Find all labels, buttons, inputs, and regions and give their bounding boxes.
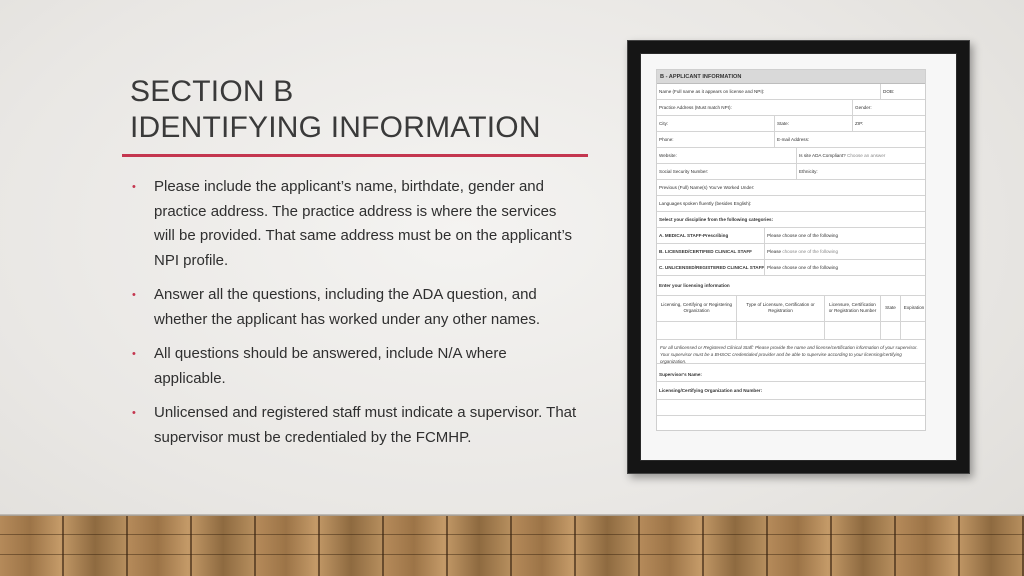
licensing-header-row bbox=[657, 296, 925, 322]
bullet-text: Unlicensed and registered staff must indicate a supervisor. That supervisor must be credentialed by the FCMHP. bbox=[154, 404, 577, 446]
category-a-label: A. MEDICAL STAFF-Prescribing bbox=[657, 228, 765, 243]
col-type: Type of Licensure, Certification or Registration bbox=[737, 296, 825, 321]
previous-names-label: Previous (Full) Name(s) You’ve Worked Under: bbox=[659, 185, 755, 190]
bullet-dot-icon: • bbox=[132, 348, 136, 360]
bullet-item bbox=[130, 342, 580, 391]
licensing-entry-cell bbox=[901, 322, 926, 339]
title-underline bbox=[122, 154, 588, 157]
form-image bbox=[656, 69, 926, 431]
bullet-text: Answer all the questions, including the ADA question, and whether the applicant has worked under any other names. bbox=[154, 286, 541, 328]
form-row bbox=[657, 180, 925, 196]
email-label: E-mail Address: bbox=[777, 137, 810, 142]
bullet-item bbox=[130, 401, 580, 450]
discipline-label: Select your discipline from the following categories: bbox=[659, 217, 774, 222]
floor-plank-seam bbox=[0, 534, 1024, 535]
form-row bbox=[657, 276, 925, 296]
ssn-label: Social Security Number: bbox=[657, 164, 797, 179]
floor-plank-seam bbox=[0, 554, 1024, 555]
name-field-label: Name (Full name as it appears on license and NPI): bbox=[657, 84, 881, 99]
state-label: State: bbox=[775, 116, 853, 131]
ada-question bbox=[797, 148, 926, 163]
bullet-dot-icon: • bbox=[132, 289, 136, 301]
zip-label: ZIP: bbox=[855, 121, 864, 126]
category-b-label: B. LICENSED/CERTIFIED CLINICAL STAFF bbox=[657, 244, 765, 259]
form-row bbox=[657, 382, 925, 400]
wood-floor bbox=[0, 516, 1024, 576]
form-row bbox=[657, 228, 925, 244]
supervisor-note-line-2: Your supervisor must be a BHSOC credentialed provider and be able to supervise according to your licensing/certifying organization. bbox=[660, 352, 902, 364]
dob-field-label: DOB: bbox=[883, 89, 895, 94]
form-row bbox=[657, 400, 925, 416]
form-row bbox=[657, 364, 925, 382]
category-c-label: C. UNLICENSED/REGISTERED CLINICAL STAFF bbox=[657, 260, 765, 275]
licensing-entry-cell bbox=[657, 322, 737, 339]
form-row bbox=[657, 116, 925, 132]
col-state: State bbox=[881, 296, 901, 321]
col-expiration: Expiration bbox=[903, 305, 925, 310]
ethnicity-label: Ethnicity: bbox=[799, 169, 818, 174]
practice-address-label: Practice Address (Must match NPI): bbox=[657, 100, 853, 115]
supervisor-org-label: Licensing/Certifying Organization and Number: bbox=[659, 388, 763, 393]
form-row bbox=[657, 132, 925, 148]
col-number: Licensure, Certification or Registration Number bbox=[825, 296, 881, 321]
bullet-dot-icon: • bbox=[132, 181, 136, 193]
gender-label: Gender: bbox=[855, 105, 872, 110]
supervisor-name-label: Supervisor's Name: bbox=[659, 372, 702, 377]
licensing-entry-cell bbox=[737, 322, 825, 339]
supervisor-note bbox=[657, 340, 925, 364]
col-organization: Licensing, Certifying or Registering Organization bbox=[657, 296, 737, 321]
bullet-list bbox=[130, 175, 580, 460]
bullet-text: All questions should be answered, include N/A where applicable. bbox=[154, 345, 507, 387]
form-row bbox=[657, 164, 925, 180]
slide-title-line-2: IDENTIFYING INFORMATION bbox=[130, 111, 541, 144]
form-row bbox=[657, 260, 925, 276]
website-label: Website: bbox=[657, 148, 797, 163]
form-row bbox=[657, 196, 925, 212]
bullet-item bbox=[130, 283, 580, 332]
licensing-entry-row bbox=[657, 322, 925, 340]
form-row bbox=[657, 84, 925, 100]
form-header: B - APPLICANT INFORMATION bbox=[657, 70, 925, 84]
form-row bbox=[657, 148, 925, 164]
bullet-dot-icon: • bbox=[132, 407, 136, 419]
form-row bbox=[657, 244, 925, 260]
licensing-entry-cell bbox=[881, 322, 901, 339]
licensing-entry-cell bbox=[825, 322, 881, 339]
category-b-choice bbox=[765, 244, 926, 259]
bullet-text: Please include the applicant’s name, birthdate, gender and practice address. The practice address is where the services will be provided. That same address must be on the applicant’s NPI profile. bbox=[154, 178, 573, 269]
supervisor-note-line-1: For all Unlicensed or Registered Clinical Staff: Please provide the name and license/certification information of your supervisor. bbox=[660, 345, 918, 350]
category-b-choice-rest: choose one of the following bbox=[782, 249, 839, 254]
languages-label: Languages spoken fluently (besides English): bbox=[659, 201, 752, 206]
category-c-choice: Please choose one of the following bbox=[767, 265, 838, 270]
city-label: City: bbox=[657, 116, 775, 131]
bullet-item bbox=[130, 175, 580, 273]
category-a-choice: Please choose one of the following bbox=[767, 233, 838, 238]
picture-frame bbox=[627, 40, 970, 474]
ada-label: Is site ADA Compliant? bbox=[799, 153, 846, 158]
ada-value: Choose an answer bbox=[847, 153, 886, 158]
form-row bbox=[657, 212, 925, 228]
slide-title-line-1: SECTION B bbox=[130, 75, 294, 108]
phone-label: Phone: bbox=[657, 132, 775, 147]
slide-title bbox=[130, 74, 590, 146]
form-row bbox=[657, 100, 925, 116]
licensing-info-label: Enter your licensing information bbox=[659, 283, 730, 288]
category-b-choice-prefix: Please bbox=[767, 249, 783, 254]
